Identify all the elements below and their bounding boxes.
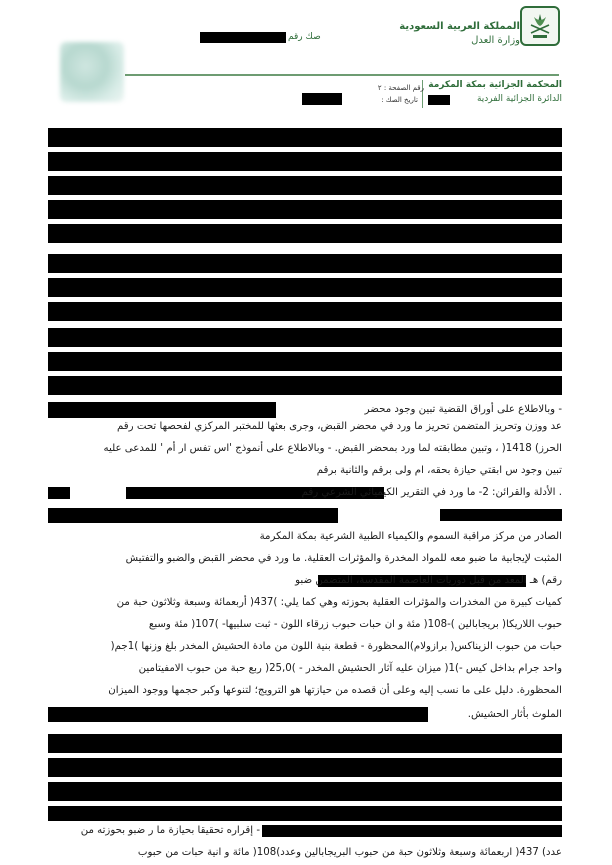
- redaction-bar: [48, 152, 562, 171]
- blurred-qr-code: [60, 42, 124, 102]
- redaction-bar: [48, 200, 562, 219]
- redacted-deed-date: [302, 93, 342, 105]
- body-line: - إقراره تحقيقا بحيازة ما ر ضبو بحوزته من: [80, 825, 260, 836]
- ministry-emblem-icon: [520, 6, 560, 46]
- body-line: الملوث بأثار الحشيش.: [467, 709, 562, 720]
- body-line: واحد جرام بداخل كيس -)1( ميزان عليه آثار الحشيش المخدر - )25,0( ربع حبة من حبوب الامفيتامين: [138, 663, 562, 674]
- redaction-bar: [48, 806, 562, 821]
- ministry-name: وزارة العدل: [471, 35, 520, 46]
- body-line: رقم) هـ المعد من قبل دوريات العاصمة المقدسة، المتضمن ضبو: [295, 575, 562, 586]
- redacted-inline: [48, 487, 70, 499]
- redaction-bar: [48, 278, 562, 297]
- body-line: حبوب اللاريكا( بريجابالين )-108( مئة و ان حبات حبوب زرقاء اللون - ثبت سلبيها- )107( مئة وسبع: [148, 619, 562, 630]
- deed-number-label: صك رقم: [288, 32, 321, 42]
- circuit-name: الدائرة الجزائية الفردية: [476, 94, 562, 104]
- redaction-bar: [48, 328, 562, 347]
- redacted-circuit-number: [428, 95, 450, 105]
- body-line: كميات كبيرة من المخدرات والمؤثرات العقلية بحوزته وهي كما يلي: )437( أربعمائة وسبعة وثلاثون حبة من: [116, 597, 562, 608]
- body-line: . الأدلة والقرائن: 2- ما ورد في التقرير الكيميائي الشرعي رقم: [301, 487, 562, 498]
- body-line: المثبت لإيجابية ما ضبو معه للمواد المخدرة والمؤثرات العقلية. ما ورد في محضر القبض والضبو والتفتيش: [125, 553, 562, 564]
- header-divider: [125, 74, 559, 76]
- kingdom-name: المملكة العربية السعودية: [399, 21, 520, 32]
- redaction-bar: [48, 352, 562, 371]
- redaction-bar: [48, 402, 276, 418]
- redaction-bar: [48, 758, 562, 777]
- page-number: رقم الصفحة : ٢: [377, 84, 424, 92]
- deed-date-label: تاريخ الصك :: [381, 96, 418, 104]
- redaction-bar: [48, 302, 562, 321]
- redaction-bar: [48, 254, 562, 273]
- redaction-bar: [48, 224, 562, 243]
- redaction-bar: [48, 782, 562, 801]
- redaction-bar: [48, 376, 562, 395]
- redaction-bar: [48, 176, 562, 195]
- redaction-bar: [48, 508, 338, 523]
- body-line: تبين وجود س ابقتي حيازة بحقه، ام ولى برقم والثانية برقم: [316, 465, 562, 476]
- court-name: المحكمة الجزائية بمكة المكرمة: [428, 80, 562, 90]
- body-line: - وبالاطلاع على أوراق القضية تبين وجود محضر: [364, 404, 562, 415]
- redaction-bar: [48, 734, 562, 753]
- redaction-bar: [48, 128, 562, 147]
- body-line: الصادر من مركز مراقبة السموم والكيمياء الطبية الشرعية بمكة المكرمة: [259, 531, 562, 542]
- body-line: حبات من حبوب الزيناكس( برازولام)المحظورة - قطعة بنية اللون من مادة الحشيش المخدر بلغ وزنها )1جم(: [110, 641, 562, 652]
- redacted-deed-number: [200, 32, 286, 43]
- redacted-inline: [262, 825, 562, 837]
- body-line: المحظورة. دليل على ما نسب إليه وعلى أن قصده من حيازتها هو الترويج؛ لتنوعها وكبر حجمها ووجود الميزان: [108, 685, 562, 696]
- body-line: عد ووزن وتحريز المتضمن تحريز ما ورد في محضر القبض، وجرى بعثها للمختبر المركزي لفحصها تحت رقم: [117, 421, 562, 432]
- body-line: الحرز) 1418( ، وتبين مطابقته لما ورد بمحضر القبض. - وبالاطلاع على أنموذج 'اس تفس ار أم ' للمدعى عليه: [103, 443, 562, 454]
- body-line: عدد) 437( اربعمائة وسبعة وثلاثون حبة من حبوب البريجابالين وعدد)108( مائة و انية حبات من حبوب: [137, 847, 562, 858]
- redacted-inline: [440, 509, 562, 521]
- redaction-bar: [48, 707, 428, 722]
